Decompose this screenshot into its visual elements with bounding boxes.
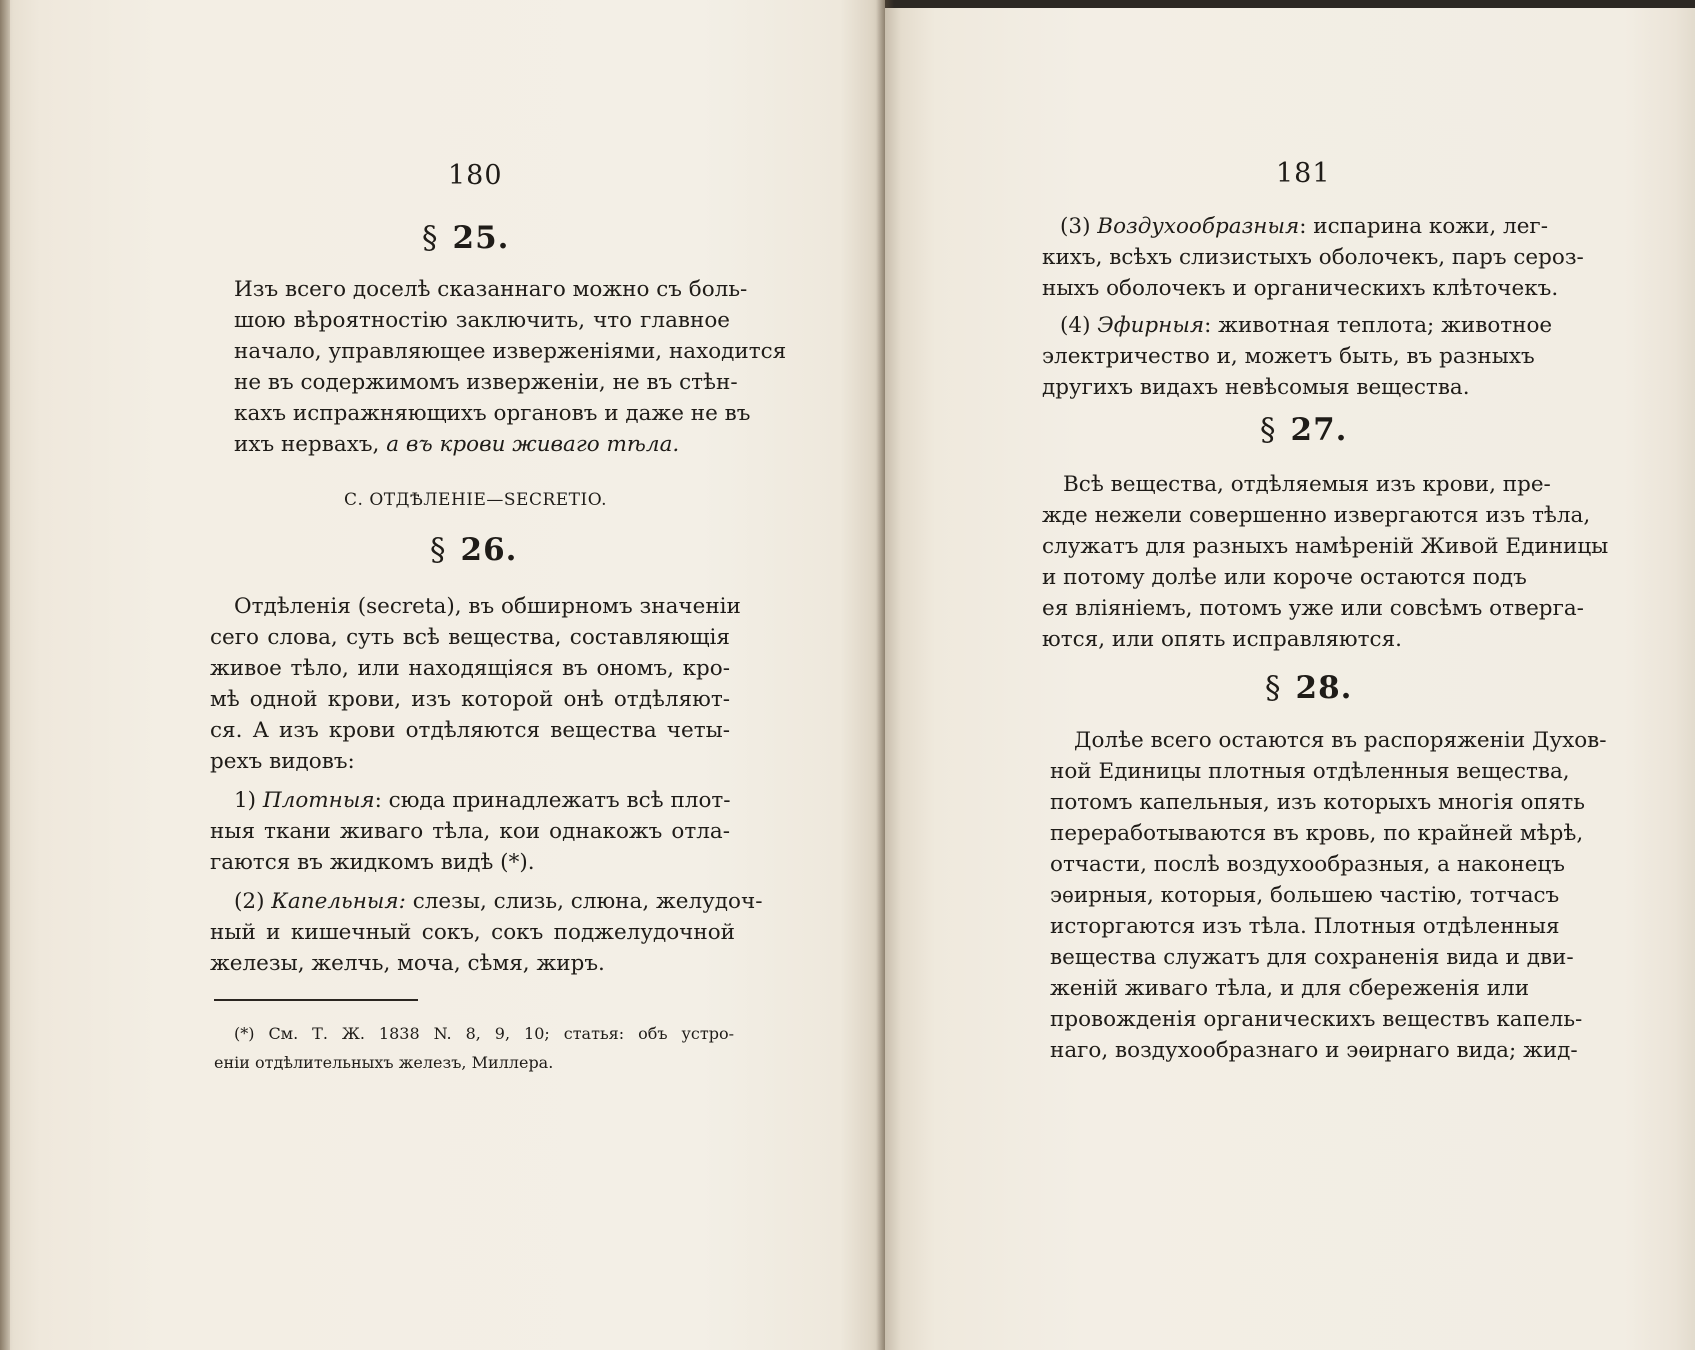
text-line: сего слова, суть всѣ вещества, составляющія: [210, 625, 730, 650]
section-number: 27.: [1290, 412, 1348, 448]
text-line: Всѣ вещества, отдѣляемыя изъ крови, пре-: [1063, 472, 1551, 497]
text-line: ются, или опять исправляются.: [1042, 627, 1402, 652]
plain-text: ихъ нервахъ,: [234, 432, 387, 457]
item-text: слезы, слизь, слюна, желудоч-: [405, 889, 763, 914]
text-line: ный и кишечный сокъ, сокъ поджелудочной: [210, 920, 735, 945]
text-line: потомъ капельныя, изъ которыхъ многія опять: [1050, 790, 1585, 815]
text-line: ныхъ оболочекъ и органическихъ клѣточекъ.: [1042, 276, 1559, 301]
footnote-divider: [214, 999, 418, 1001]
text-line: служатъ для разныхъ намѣреній Живой Единицы: [1042, 534, 1609, 559]
text-line: переработываются въ кровь, по крайней мѣрѣ,: [1050, 821, 1584, 846]
section-symbol: §: [1265, 670, 1282, 706]
section-number: 28.: [1295, 670, 1353, 706]
item-label: Плотныя: [262, 788, 375, 813]
text-line: Изъ всего доселѣ сказаннаго можно съ боль-: [234, 277, 748, 302]
text-line: ной Единицы плотныя отдѣленныя вещества,: [1050, 759, 1570, 784]
page-number-right: 181: [1276, 158, 1331, 189]
section-27-heading: [1260, 412, 1347, 448]
text-line: провожденія органическихъ веществъ капель-: [1050, 1007, 1583, 1032]
text-line: рехъ видовъ:: [210, 749, 355, 774]
text-line: ныя ткани живаго тѣла, кои однакожъ отла-: [210, 819, 730, 844]
list-item-4: [1060, 311, 1553, 342]
list-item-2: [234, 887, 763, 918]
text-line: электричество и, можетъ быть, въ разныхъ: [1042, 344, 1535, 369]
list-item-3: [1060, 212, 1548, 243]
text-line: кахъ испражняющихъ органовъ и даже не въ: [234, 401, 751, 426]
text-line: другихъ видахъ невѣсомыя вещества.: [1042, 375, 1470, 400]
text-line: железы, желчь, моча, сѣмя, жиръ.: [210, 951, 605, 976]
item-number: (4): [1060, 313, 1098, 338]
text-line: вещества служатъ для сохраненія вида и дви-: [1050, 945, 1574, 970]
text-line: не въ содержимомъ изверженіи, не въ стѣн-: [234, 370, 738, 395]
text-line: шою вѣроятностію заключить, что главное: [234, 308, 730, 333]
text-line: мѣ одной крови, изъ которой онѣ отдѣляют-: [210, 687, 730, 712]
page-number-left: 180: [448, 160, 503, 191]
section-symbol: §: [430, 532, 447, 568]
item-label: Воздухообразныя: [1097, 214, 1300, 239]
item-number: (2): [234, 889, 272, 914]
item-number: (3): [1060, 214, 1098, 239]
list-item-1: [234, 786, 730, 817]
item-text: : животная теплота; животное: [1204, 313, 1553, 338]
item-number: 1): [234, 788, 263, 813]
right-page: [885, 8, 1695, 1350]
section-number: 25.: [452, 220, 510, 256]
text-line: начало, управляющее изверженіями, находится: [234, 339, 787, 364]
section-25-heading: [422, 220, 509, 256]
text-line: кихъ, всѣхъ слизистыхъ оболочекъ, паръ сероз-: [1042, 245, 1584, 270]
text-line: отчасти, послѣ воздухообразныя, а наконецъ: [1050, 852, 1565, 877]
text-line: исторгаются изъ тѣла. Плотныя отдѣленныя: [1050, 914, 1560, 939]
text-line: эѳирныя, которыя, большею частію, тотчасъ: [1050, 883, 1560, 908]
item-text: : испарина кожи, лег-: [1299, 214, 1548, 239]
text-line: жде нежели совершенно извергаются изъ тѣла,: [1042, 503, 1591, 528]
text-line: женій живаго тѣла, и для сбереженія или: [1050, 976, 1530, 1001]
text-line: Отдѣленія (secreta), въ обширномъ значеніи: [234, 594, 741, 619]
text-line: и потому долѣе или короче остаются подъ: [1042, 565, 1527, 590]
text-line: наго, воздухообразнаго и эѳирнаго вида; жид-: [1050, 1038, 1578, 1063]
page-edge: [0, 0, 10, 1350]
section-28-heading: [1265, 670, 1352, 706]
section-symbol: §: [1260, 412, 1277, 448]
text-line: гаются въ жидкомъ видѣ (*).: [210, 850, 535, 875]
text-line: живое тѣло, или находящіяся въ ономъ, кро-: [210, 656, 730, 681]
text-line: ея вліяніемъ, потомъ уже или совсѣмъ отверга-: [1042, 596, 1584, 621]
footnote-line: еніи отдѣлительныхъ железъ, Миллера.: [214, 1053, 554, 1072]
text-line-last: [234, 430, 730, 461]
subsection-heading: С. ОТДѢЛЕНІЕ—SECRETIO.: [344, 490, 608, 510]
item-label: Капельныя:: [271, 889, 406, 914]
section-number: 26.: [460, 532, 518, 568]
item-label: Эфирныя: [1097, 313, 1205, 338]
section-symbol: §: [422, 220, 439, 256]
section-26-heading: [430, 532, 517, 568]
footnote-line: (*) См. Т. Ж. 1838 N. 8, 9, 10; статья: объ устро-: [234, 1024, 734, 1043]
text-line: Долѣе всего остаются въ распоряженіи Духов-: [1074, 728, 1607, 753]
emphasis-text: а въ крови живаго тѣла.: [386, 432, 680, 457]
text-line: ся. А изъ крови отдѣляются вещества четы-: [210, 718, 730, 743]
item-text: : сюда принадлежатъ всѣ плот-: [374, 788, 731, 813]
